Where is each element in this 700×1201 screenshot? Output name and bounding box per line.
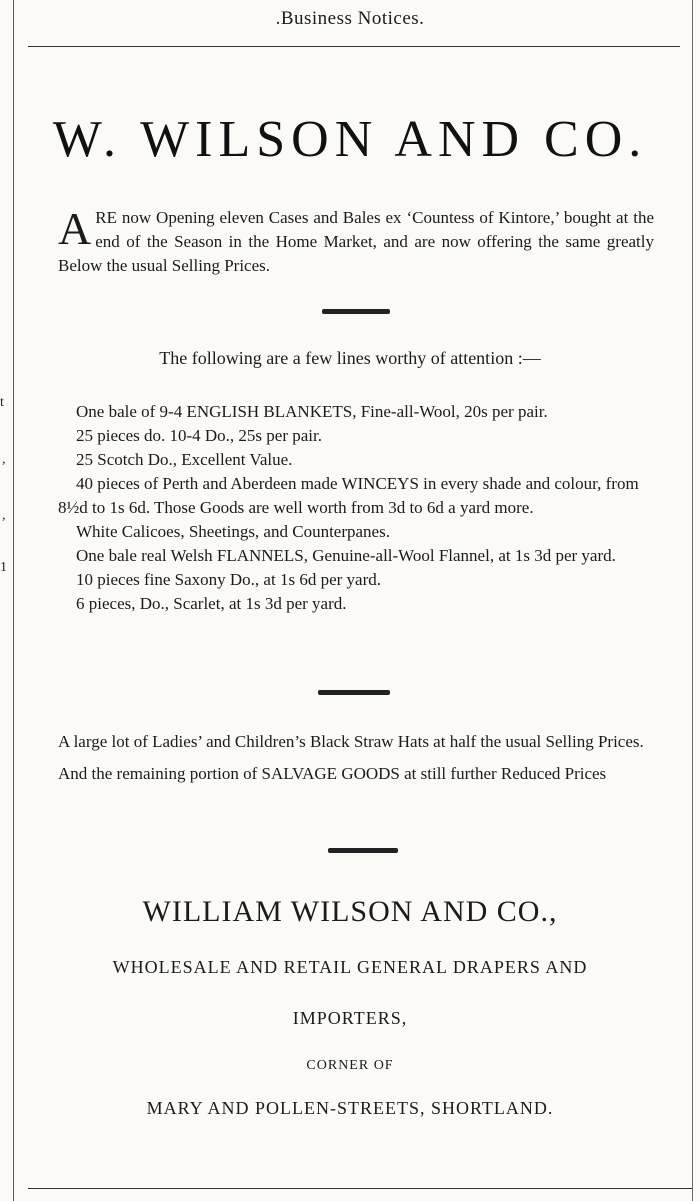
footer-rule bbox=[28, 1188, 692, 1189]
list-item: 40 pieces of Perth and Aberdeen made WINCEYS in every shade and colour, from 8½d to 1s 6d. Those Goods are well worth from 3d to 6d a yard more. bbox=[58, 474, 639, 517]
section-header: .Business Notices. bbox=[275, 8, 425, 29]
list-item: 25 Scotch Do., Excellent Value. bbox=[76, 450, 293, 469]
notice-item: A large lot of Ladies’ and Children’s Black Straw Hats at half the usual Selling Prices. bbox=[58, 732, 644, 751]
ornament-divider bbox=[322, 309, 390, 314]
firm-corner: CORNER OF bbox=[306, 1058, 394, 1073]
firm-address: MARY AND POLLEN-STREETS, SHORTLAND. bbox=[146, 1098, 554, 1118]
lead-line: The following are a few lines worthy of attention :— bbox=[159, 348, 541, 368]
margin-fragment: , bbox=[2, 452, 6, 467]
list-item: 25 pieces do. 10-4 Do., 25s per pair. bbox=[76, 426, 322, 445]
ad-title: W. WILSON AND CO. bbox=[52, 111, 648, 168]
margin-fragment: 1 bbox=[0, 560, 7, 575]
firm-name: WILLIAM WILSON AND CO., bbox=[142, 895, 558, 928]
list-item: One bale of 9-4 ENGLISH BLANKETS, Fine-all-Wool, 20s per pair. bbox=[76, 402, 548, 421]
list-item: White Calicoes, Sheetings, and Counterpanes. bbox=[76, 522, 390, 541]
notice-item: And the remaining portion of SALVAGE GOODS at still further Reduced Prices bbox=[58, 764, 607, 783]
extra-notices bbox=[58, 730, 654, 794]
ornament-divider bbox=[328, 848, 398, 853]
margin-fragment: t bbox=[0, 395, 4, 410]
header-rule bbox=[28, 46, 680, 47]
margin-fragment: , bbox=[2, 508, 6, 523]
ornament-divider bbox=[318, 690, 390, 695]
list-item: 10 pieces fine Saxony Do., at 1s 6d per yard. bbox=[76, 570, 381, 589]
list-item: One bale real Welsh FLANNELS, Genuine-all-Wool Flannel, at 1s 3d per yard. bbox=[76, 546, 616, 565]
item-list bbox=[58, 400, 654, 616]
firm-description: WHOLESALE AND RETAIL GENERAL DRAPERS AND bbox=[112, 957, 588, 977]
intro-text: RE now Opening eleven Cases and Bales ex ‘Countess of Kintore,’ bought at the end of the Season in the Home Market, and are now offering the same greatly Below the usual Selling Prices. bbox=[58, 208, 654, 275]
list-item: 6 pieces, Do., Scarlet, at 1s 3d per yard. bbox=[76, 594, 347, 613]
firm-importers: IMPORTERS, bbox=[292, 1008, 408, 1028]
drop-cap: A bbox=[58, 203, 92, 254]
intro-paragraph bbox=[58, 203, 654, 278]
